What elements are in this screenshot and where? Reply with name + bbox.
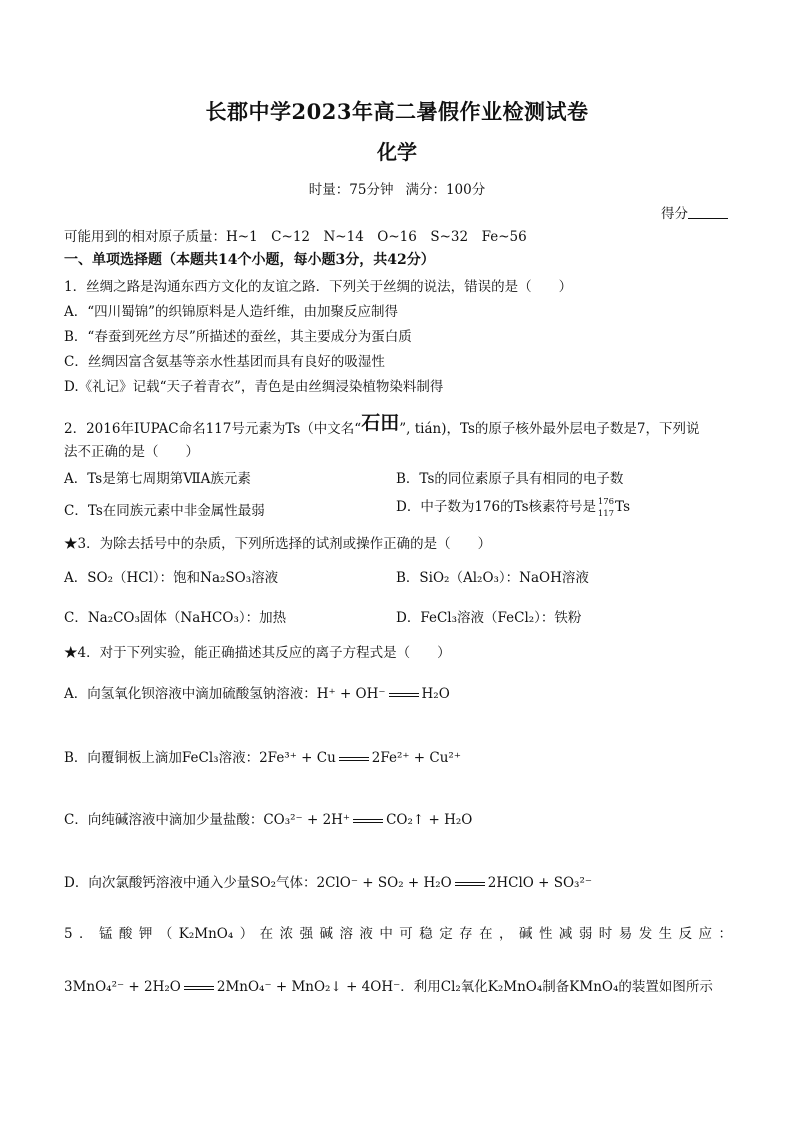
equals-sign <box>339 757 369 761</box>
q1-option-c: C．丝绸因富含氨基等亲水性基团而具有良好的吸湿性 <box>64 354 385 370</box>
q1-option-b: B．“春蚕到死丝方尽”所描述的蚕丝，其主要成分为蛋白质 <box>64 329 412 345</box>
q2-option-b: B．Ts的同位素原子具有相同的电子数 <box>396 471 624 487</box>
time-label: 时量：75分钟 <box>308 182 394 198</box>
equals-sign <box>353 819 383 823</box>
q4-option-b: B．向覆铜板上滴加FeCl₃溶液：2Fe³⁺ + Cu 2Fe²⁺ + Cu²⁺ <box>64 750 461 766</box>
q2-stem: 2．2016年IUPAC命名117号元素为Ts（中文名“石田”, tián)，Ts的原子核外最外层电子数是7，下列说 <box>64 412 700 437</box>
q3-option-a: A．SO₂（HCl）：饱和Na₂SO₃溶液 <box>64 570 279 586</box>
score-blank <box>688 206 728 219</box>
q5-stem-cont: 3MnO₄²⁻ + 2H₂O 2MnO₄⁻ + MnO₂↓ + 4OH⁻．利用Cl₂氧化K₂MnO₄制备KMnO₄的装置如图所示 <box>64 979 713 995</box>
q4-option-d: D．向次氯酸钙溶液中通入少量SO₂气体：2ClO⁻ + SO₂ + H₂O 2HClO + SO₃²⁻ <box>64 875 592 891</box>
atomic-masses: 可能用到的相对原子质量：H~1 C~12 N~14 O~16 S~32 Fe~56 <box>64 229 527 245</box>
score-field <box>661 202 728 222</box>
score-label: 得分 <box>661 206 688 222</box>
q1-option-a: A．“四川蜀锦”的织锦原料是人造纤维，由加聚反应制得 <box>64 304 399 320</box>
equals-sign <box>184 986 214 990</box>
q4-option-c: C．向纯碱溶液中滴加少量盐酸：CO₃²⁻ + 2H⁺ CO₂↑ + H₂O <box>64 812 473 828</box>
equals-sign <box>455 882 485 886</box>
exam-meta <box>0 178 794 198</box>
q1-option-d: D.《礼记》记载“天子着青衣”，青色是由丝绸浸染植物染料制得 <box>64 379 444 395</box>
q5-stem: 5．锰酸钾（K₂MnO₄）在浓强碱溶液中可稳定存在，碱性减弱时易发生反应： <box>64 926 732 942</box>
q2-option-d: D．中子数为176的Ts核素符号是 176 117 Ts <box>396 496 630 519</box>
section-heading: 一、单项选择题（本题共14个小题，每小题3分，共42分） <box>64 252 435 268</box>
full-score-label: 满分：100分 <box>405 182 486 198</box>
q4-option-a: A．向氢氧化钡溶液中滴加硫酸氢钠溶液：H⁺ + OH⁻ H₂O <box>64 686 450 702</box>
q2-option-a: A．Ts是第七周期第ⅦA族元素 <box>64 471 251 487</box>
equals-sign <box>389 693 419 697</box>
q3-option-c: C．Na₂CO₃固体（NaHCO₃）：加热 <box>64 610 287 626</box>
q3-stem: ★3．为除去括号中的杂质，下列所选择的试剂或操作正确的是（ ） <box>64 536 492 552</box>
q2-option-c: C．Ts在同族元素中非金属性最弱 <box>64 503 265 519</box>
q3-option-b: B．SiO₂（Al₂O₃）：NaOH溶液 <box>396 570 589 586</box>
exam-title: 长郡中学2023年高二暑假作业检测试卷 <box>205 99 589 124</box>
nuclide-notation: 176 117 <box>597 496 615 519</box>
subject-title: 化学 <box>377 140 417 164</box>
q1-stem: 1．丝绸之路是沟通东西方文化的友谊之路．下列关于丝绸的说法，错误的是（ ） <box>64 279 573 295</box>
q4-stem: ★4．对于下列实验，能正确描述其反应的离子方程式是（ ） <box>64 645 451 661</box>
q2-stem-cont: 法不正确的是（ ） <box>64 444 199 460</box>
q3-option-d: D．FeCl₃溶液（FeCl₂）：铁粉 <box>396 610 582 626</box>
element-character: 石田 <box>361 412 400 434</box>
